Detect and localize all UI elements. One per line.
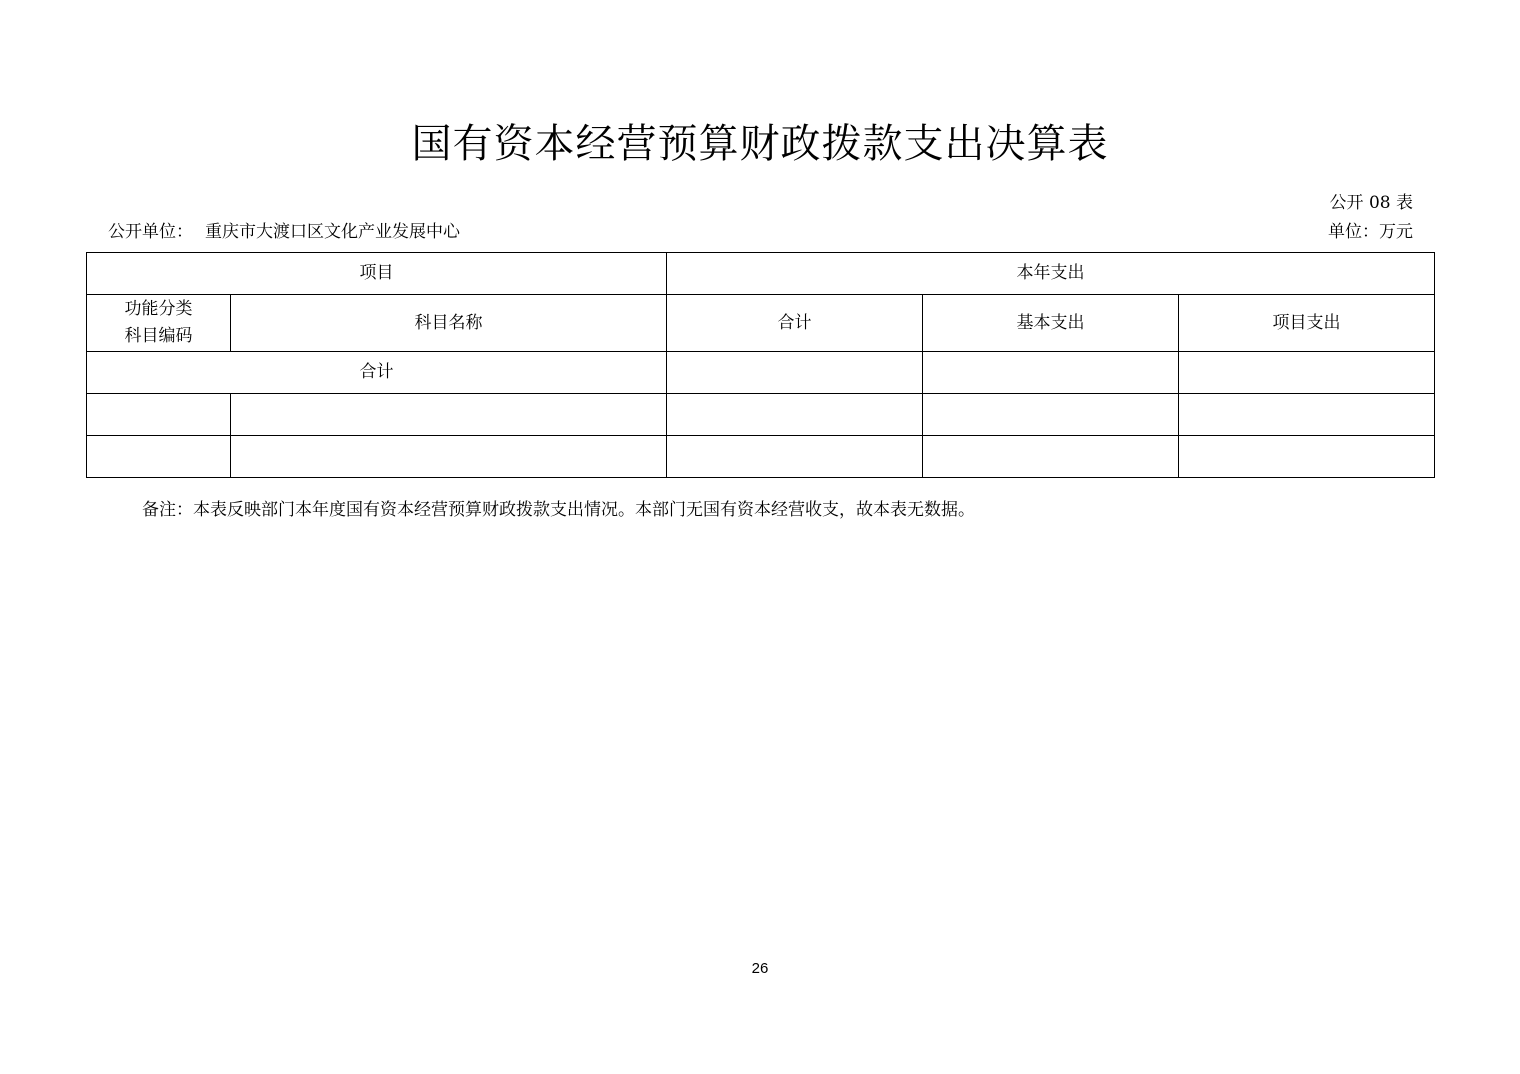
- row-total: [667, 436, 923, 478]
- row-project: [1179, 436, 1435, 478]
- header-current-year: 本年支出: [667, 253, 1435, 295]
- total-row-total: [667, 352, 923, 394]
- row-name: [231, 436, 667, 478]
- header-function-code: [87, 295, 231, 352]
- budget-table: [86, 252, 1435, 478]
- row-code: [87, 394, 231, 436]
- row-basic: [923, 436, 1179, 478]
- header-project-expenditure: 项目支出: [1179, 295, 1435, 352]
- total-row: [87, 352, 1435, 394]
- form-number: 公开 08 表: [1329, 193, 1413, 213]
- table-row: [87, 436, 1435, 478]
- header-subject-name: 科目名称: [231, 295, 667, 352]
- total-row-project: [1179, 352, 1435, 394]
- table-header-row: [87, 253, 1435, 295]
- publishing-unit: [108, 221, 460, 243]
- total-row-basic: [923, 352, 1179, 394]
- row-basic: [923, 394, 1179, 436]
- publishing-unit-label: 公开单位：: [108, 222, 193, 242]
- header-function-code-line2: 科目编码: [124, 326, 193, 346]
- row-project: [1179, 394, 1435, 436]
- page-title: 国有资本经营预算财政拨款支出决算表: [411, 121, 1109, 167]
- header-total: 合计: [667, 295, 923, 352]
- currency-unit: 单位：万元: [1328, 222, 1413, 242]
- row-code: [87, 436, 231, 478]
- total-row-label: 合计: [87, 352, 667, 394]
- footnote: 备注：本表反映部门本年度国有资本经营预算财政拨款支出情况。本部门无国有资本经营收支，故本表无数据。: [142, 500, 975, 520]
- row-total: [667, 394, 923, 436]
- header-function-code-line1: 功能分类: [124, 299, 193, 319]
- header-basic-expenditure: 基本支出: [923, 295, 1179, 352]
- table-subheader-row: [87, 295, 1435, 352]
- page-number: 26: [751, 960, 769, 977]
- row-name: [231, 394, 667, 436]
- publishing-unit-name: 重庆市大渡口区文化产业发展中心: [205, 222, 460, 242]
- table-row: [87, 394, 1435, 436]
- header-item: 项目: [87, 253, 667, 295]
